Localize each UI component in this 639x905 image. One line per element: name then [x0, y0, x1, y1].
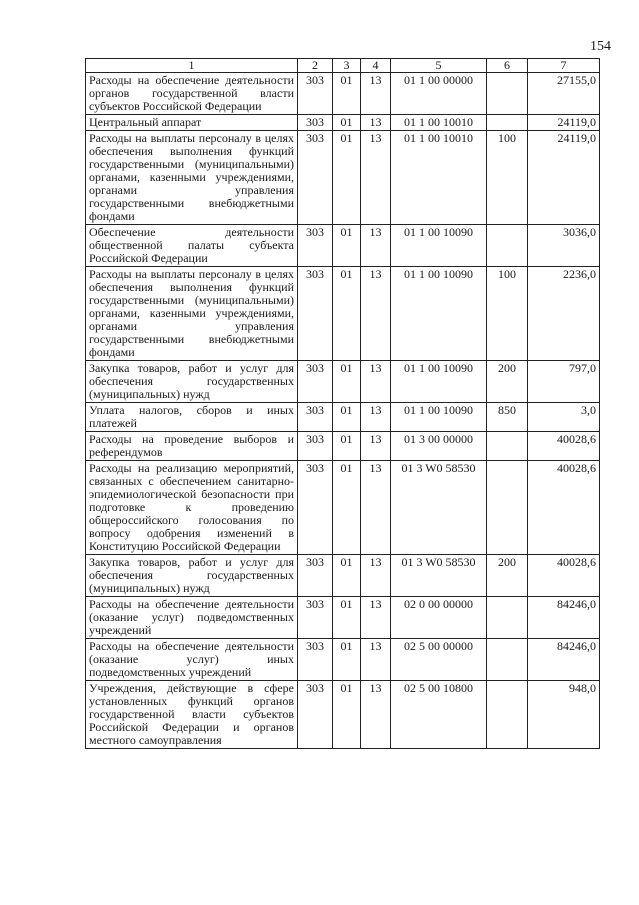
subsection-cell: 13 [361, 403, 391, 432]
section-cell: 01 [333, 403, 361, 432]
section-cell: 01 [333, 432, 361, 461]
admin-code-cell: 303 [298, 597, 333, 639]
admin-code-cell: 303 [298, 225, 333, 267]
amount-cell: 948,0 [528, 681, 600, 749]
target-article-cell: 01 3 W0 58530 [391, 461, 487, 555]
page-number: 154 [590, 39, 611, 54]
subsection-cell: 13 [361, 115, 391, 131]
expense-name-cell: Расходы на выплаты персоналу в целях обеспечения выполнения функций государственными (муниципальными) органами, казенными учреждениями, органами управления государственными внебюджетными фондами [86, 131, 298, 225]
subsection-cell: 13 [361, 681, 391, 749]
expense-name-cell: Обеспечение деятельности общественной палаты субъекта Российской Федерации [86, 225, 298, 267]
admin-code-cell: 303 [298, 639, 333, 681]
table-row [86, 461, 600, 555]
table-row [86, 225, 600, 267]
amount-cell: 24119,0 [528, 131, 600, 225]
admin-code-cell: 303 [298, 555, 333, 597]
table-row [86, 403, 600, 432]
expense-type-cell [487, 597, 528, 639]
amount-cell: 3,0 [528, 403, 600, 432]
header-cell-7: 7 [528, 59, 600, 73]
table-row [86, 597, 600, 639]
target-article-cell: 01 1 00 10090 [391, 403, 487, 432]
target-article-cell: 01 3 W0 58530 [391, 555, 487, 597]
section-cell: 01 [333, 115, 361, 131]
expense-type-cell: 100 [487, 267, 528, 361]
subsection-cell: 13 [361, 225, 391, 267]
admin-code-cell: 303 [298, 403, 333, 432]
table-row [86, 432, 600, 461]
section-cell: 01 [333, 639, 361, 681]
table-row [86, 73, 600, 115]
expense-name-cell: Уплата налогов, сборов и иных платежей [86, 403, 298, 432]
table-row [86, 681, 600, 749]
header-cell-6: 6 [487, 59, 528, 73]
target-article-cell: 02 5 00 10800 [391, 681, 487, 749]
subsection-cell: 13 [361, 639, 391, 681]
admin-code-cell: 303 [298, 131, 333, 225]
expense-type-cell [487, 432, 528, 461]
amount-cell: 24119,0 [528, 115, 600, 131]
section-cell: 01 [333, 131, 361, 225]
table-row [86, 131, 600, 225]
expense-name-cell: Расходы на проведение выборов и референдумов [86, 432, 298, 461]
amount-cell: 27155,0 [528, 73, 600, 115]
section-cell: 01 [333, 461, 361, 555]
subsection-cell: 13 [361, 361, 391, 403]
amount-cell: 3036,0 [528, 225, 600, 267]
section-cell: 01 [333, 361, 361, 403]
expense-type-cell [487, 225, 528, 267]
expense-name-cell: Закупка товаров, работ и услуг для обеспечения государственных (муниципальных) нужд [86, 555, 298, 597]
admin-code-cell: 303 [298, 115, 333, 131]
admin-code-cell: 303 [298, 361, 333, 403]
expense-name-cell: Расходы на обеспечение деятельности (оказание услуг) иных подведомственных учреждений [86, 639, 298, 681]
admin-code-cell: 303 [298, 73, 333, 115]
expense-type-cell [487, 73, 528, 115]
expense-type-cell: 850 [487, 403, 528, 432]
expense-type-cell [487, 461, 528, 555]
header-cell-3: 3 [333, 59, 361, 73]
amount-cell: 40028,6 [528, 432, 600, 461]
table-row [86, 267, 600, 361]
section-cell: 01 [333, 555, 361, 597]
amount-cell: 797,0 [528, 361, 600, 403]
header-cell-2: 2 [298, 59, 333, 73]
header-cell-5: 5 [391, 59, 487, 73]
admin-code-cell: 303 [298, 432, 333, 461]
expense-name-cell: Центральный аппарат [86, 115, 298, 131]
target-article-cell: 01 1 00 10010 [391, 131, 487, 225]
header-row [86, 59, 600, 73]
section-cell: 01 [333, 681, 361, 749]
expense-type-cell [487, 115, 528, 131]
budget-table [85, 58, 600, 749]
expense-name-cell: Расходы на выплаты персоналу в целях обеспечения выполнения функций государственными (муниципальными) органами, казенными учреждениями, органами управления государственными внебюджетными фондами [86, 267, 298, 361]
expense-type-cell [487, 681, 528, 749]
section-cell: 01 [333, 225, 361, 267]
table-row [86, 639, 600, 681]
subsection-cell: 13 [361, 267, 391, 361]
amount-cell: 2236,0 [528, 267, 600, 361]
amount-cell: 40028,6 [528, 461, 600, 555]
subsection-cell: 13 [361, 131, 391, 225]
table-row [86, 361, 600, 403]
target-article-cell: 01 3 00 00000 [391, 432, 487, 461]
admin-code-cell: 303 [298, 461, 333, 555]
subsection-cell: 13 [361, 73, 391, 115]
header-cell-4: 4 [361, 59, 391, 73]
expense-name-cell: Закупка товаров, работ и услуг для обеспечения государственных (муниципальных) нужд [86, 361, 298, 403]
expense-name-cell: Расходы на обеспечение деятельности (оказание услуг) подведомственных учреждений [86, 597, 298, 639]
expense-name-cell: Расходы на реализацию мероприятий, связанных с обеспечением санитарно-эпидемиологической безопасности при подготовке к проведению общероссийского голосования по вопросу одобрения изменений в Конституцию Российской Федерации [86, 461, 298, 555]
expense-name-cell: Учреждения, действующие в сфере установленных функций органов государственной власти субъектов Российской Федерации и органов местного самоуправления [86, 681, 298, 749]
expense-type-cell: 200 [487, 361, 528, 403]
expense-type-cell [487, 639, 528, 681]
target-article-cell: 02 0 00 00000 [391, 597, 487, 639]
subsection-cell: 13 [361, 432, 391, 461]
amount-cell: 84246,0 [528, 597, 600, 639]
target-article-cell: 01 1 00 10090 [391, 225, 487, 267]
expense-name-cell: Расходы на обеспечение деятельности органов государственной власти субъектов Российской Федерации [86, 73, 298, 115]
amount-cell: 84246,0 [528, 639, 600, 681]
subsection-cell: 13 [361, 597, 391, 639]
expense-type-cell: 200 [487, 555, 528, 597]
table-row [86, 115, 600, 131]
subsection-cell: 13 [361, 461, 391, 555]
section-cell: 01 [333, 73, 361, 115]
target-article-cell: 02 5 00 00000 [391, 639, 487, 681]
target-article-cell: 01 1 00 00000 [391, 73, 487, 115]
section-cell: 01 [333, 597, 361, 639]
target-article-cell: 01 1 00 10090 [391, 267, 487, 361]
header-cell-1: 1 [86, 59, 298, 73]
table-row [86, 555, 600, 597]
subsection-cell: 13 [361, 555, 391, 597]
amount-cell: 40028,6 [528, 555, 600, 597]
section-cell: 01 [333, 267, 361, 361]
target-article-cell: 01 1 00 10010 [391, 115, 487, 131]
target-article-cell: 01 1 00 10090 [391, 361, 487, 403]
admin-code-cell: 303 [298, 681, 333, 749]
expense-type-cell: 100 [487, 131, 528, 225]
admin-code-cell: 303 [298, 267, 333, 361]
